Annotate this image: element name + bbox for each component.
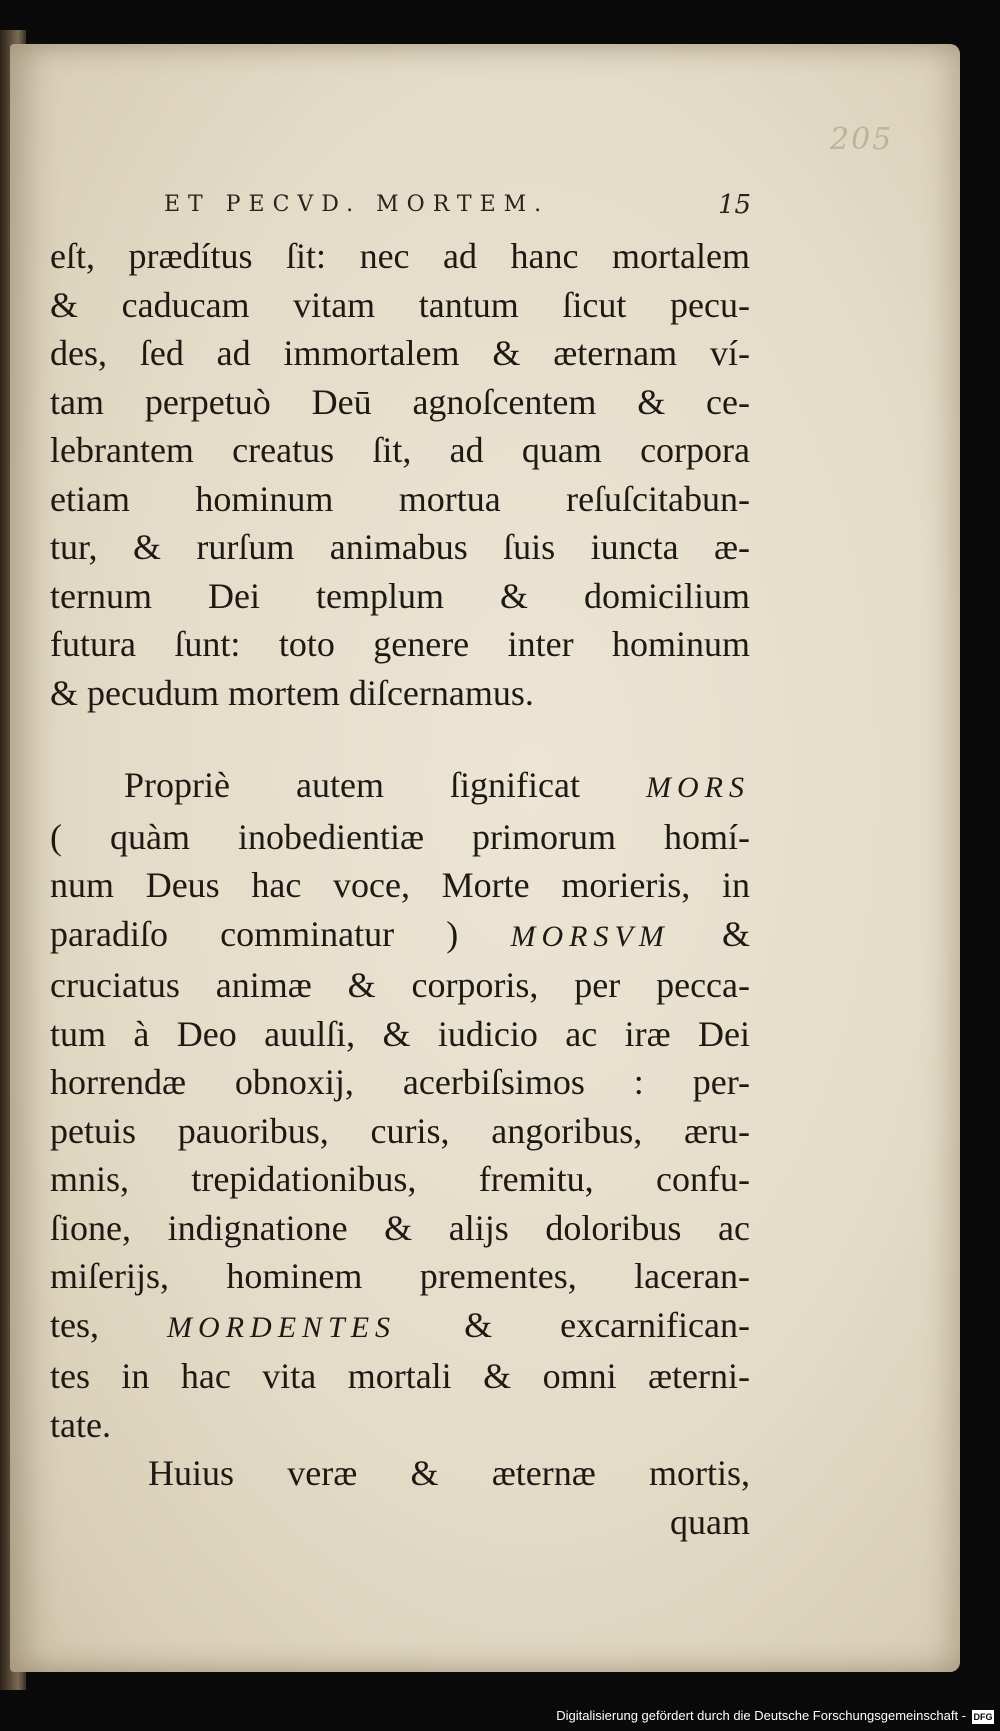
italic-caps-word: MORDENTES	[167, 1310, 397, 1344]
page-header	[50, 146, 752, 220]
text-block	[50, 232, 750, 1546]
text-run: paradiſo comminatur )	[50, 913, 511, 954]
text-line: des, ſed ad immortalem & æternam ví-	[50, 333, 750, 373]
running-head: ET PECVD. MORTEM.	[164, 192, 550, 217]
catchword: quam	[670, 1501, 750, 1542]
text-line: Huius veræ & æternæ mortis,	[148, 1453, 750, 1493]
text-line: lebrantem creatus ſit, ad quam corpora	[50, 430, 750, 470]
text-line: futura ſunt: toto genere inter hominum	[50, 624, 750, 664]
text-line: & caducam vitam tantum ſicut pecu-	[50, 284, 750, 325]
text-line: num Deus hac voce, Morte morieris, in	[50, 865, 750, 905]
text-line: & pecudum mortem diſcernamus.	[50, 672, 534, 713]
page-number: 15	[718, 190, 752, 220]
page-content	[50, 146, 752, 1542]
funding-credit: Digitalisierung gefördert durch die Deutsche Forschungsgemeinschaft -	[556, 1708, 966, 1723]
text-line: horrendæ obnoxij, acerbiſsimos : per-	[50, 1062, 750, 1102]
pencil-margin-note: 205	[830, 122, 894, 157]
italic-caps-word: MORSVM	[510, 919, 670, 953]
paragraph-gap	[50, 717, 750, 761]
text-line: tate.	[50, 1404, 111, 1445]
text-line: tam perpetuò Deū agnoſcentem & ce-	[50, 381, 750, 422]
text-line: mnis, trepidationibus, fremitu, confu-	[50, 1159, 750, 1199]
text-line	[50, 1301, 750, 1353]
text-line: ſione, indignatione & alijs doloribus ac	[50, 1207, 750, 1248]
text-line: miſerijs, hominem prementes, laceran-	[50, 1256, 750, 1296]
text-line: petuis pauoribus, curis, angoribus, æru-	[50, 1110, 750, 1151]
text-line: tur, & rurſum animabus ſuis iuncta æ-	[50, 527, 750, 567]
digitization-footer	[0, 1700, 1000, 1731]
text-line: ( quàm inobedientiæ primorum homí-	[50, 816, 750, 857]
book-page	[10, 44, 960, 1672]
text-run: Propriè autem ſignificat	[124, 765, 647, 805]
text-line: eſt, prædítus ſit: nec ad hanc mortalem	[50, 236, 750, 276]
text-run: tes,	[50, 1304, 168, 1345]
text-line: tum à Deo auulſi, & iudicio ac iræ Dei	[50, 1013, 750, 1054]
text-line	[50, 910, 750, 962]
text-run: &	[669, 913, 750, 954]
text-line: ternum Dei templum & domicilium	[50, 575, 750, 616]
text-line: cruciatus animæ & corporis, per pecca-	[50, 965, 750, 1005]
text-line: etiam hominum mortua reſuſcitabun-	[50, 478, 750, 519]
dfg-logo: DFG	[973, 1711, 993, 1722]
text-line: tes in hac vita mortali & omni æterni-	[50, 1356, 750, 1396]
text-run: & excarnifican-	[396, 1304, 750, 1345]
text-line	[50, 761, 750, 813]
italic-caps-word: MORS	[646, 771, 750, 804]
